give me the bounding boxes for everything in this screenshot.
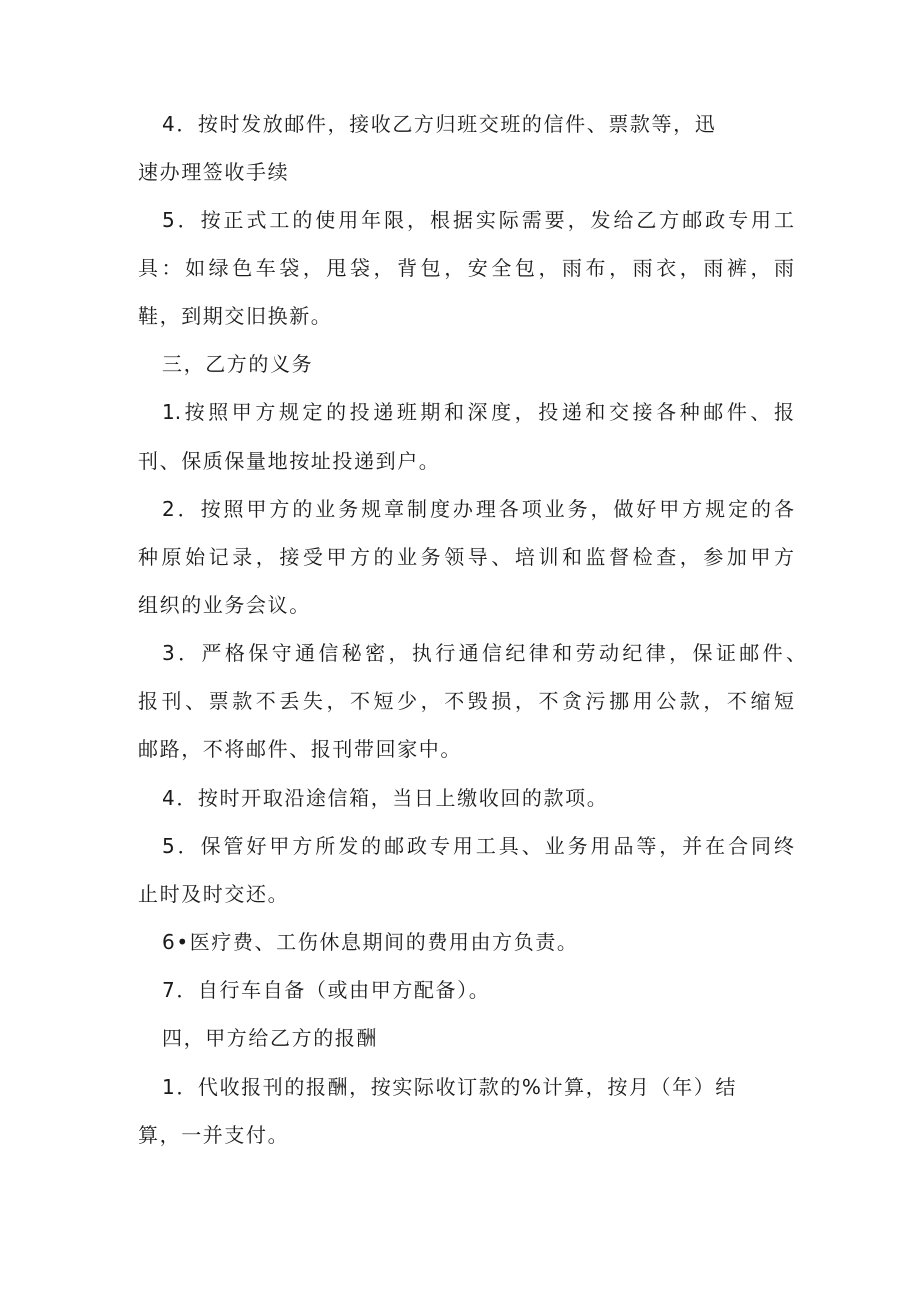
text-line: 具：如绿色车袋，甩袋，背包，安全包，雨布，雨衣，雨裤，雨 — [138, 256, 794, 280]
text-line: 1．代收报刊的报酬，按实际收订款的%计算，按月（年）结 — [162, 1075, 737, 1099]
text-line: 4．按时发放邮件，接收乙方归班交班的信件、票款等，迅 — [162, 112, 717, 136]
text-line: 种原始记录，接受甲方的业务领导、培训和监督检查，参加甲方 — [138, 545, 794, 569]
text-line: 2．按照甲方的业务规章制度办理各项业务，做好甲方规定的各 — [162, 497, 794, 521]
text-line: 6•医疗费、工伤休息期间的费用由方负责。 — [162, 930, 579, 954]
text-line: 鞋，到期交旧换新。 — [138, 304, 333, 328]
text-line: 5．按正式工的使用年限，根据实际需要，发给乙方邮政专用工 — [162, 208, 794, 232]
text-line: 4．按时开取沿途信箱，当日上缴收回的款项。 — [162, 786, 609, 810]
text-line: 5．保管好甲方所发的邮政专用工具、业务用品等，并在合同终 — [162, 834, 794, 858]
section-heading: 三，乙方的义务 — [162, 352, 314, 376]
text-line: 组织的业务会议。 — [138, 593, 311, 617]
text-line: 1.按照甲方规定的投递班期和深度，投递和交接各种邮件、报 — [162, 400, 794, 424]
text-line: 止时及时交还。 — [138, 882, 290, 906]
section-heading: 四，甲方给乙方的报酬 — [162, 1026, 378, 1050]
text-line: 7．自行车自备（或由甲方配备）。 — [162, 978, 491, 1002]
text-line: 刊、保质保量地按址投递到户。 — [138, 449, 441, 473]
text-line: 报刊、票款不丢失，不短少，不毁损，不贪污挪用公款，不缩短 — [138, 689, 794, 713]
text-line: 算，一并支付。 — [138, 1123, 290, 1147]
text-line: 3．严格保守通信秘密，执行通信纪律和劳动纪律，保证邮件、 — [162, 641, 806, 665]
text-line: 邮路，不将邮件、报刊带回家中。 — [138, 737, 462, 761]
text-line: 速办理签收手续 — [138, 160, 290, 184]
